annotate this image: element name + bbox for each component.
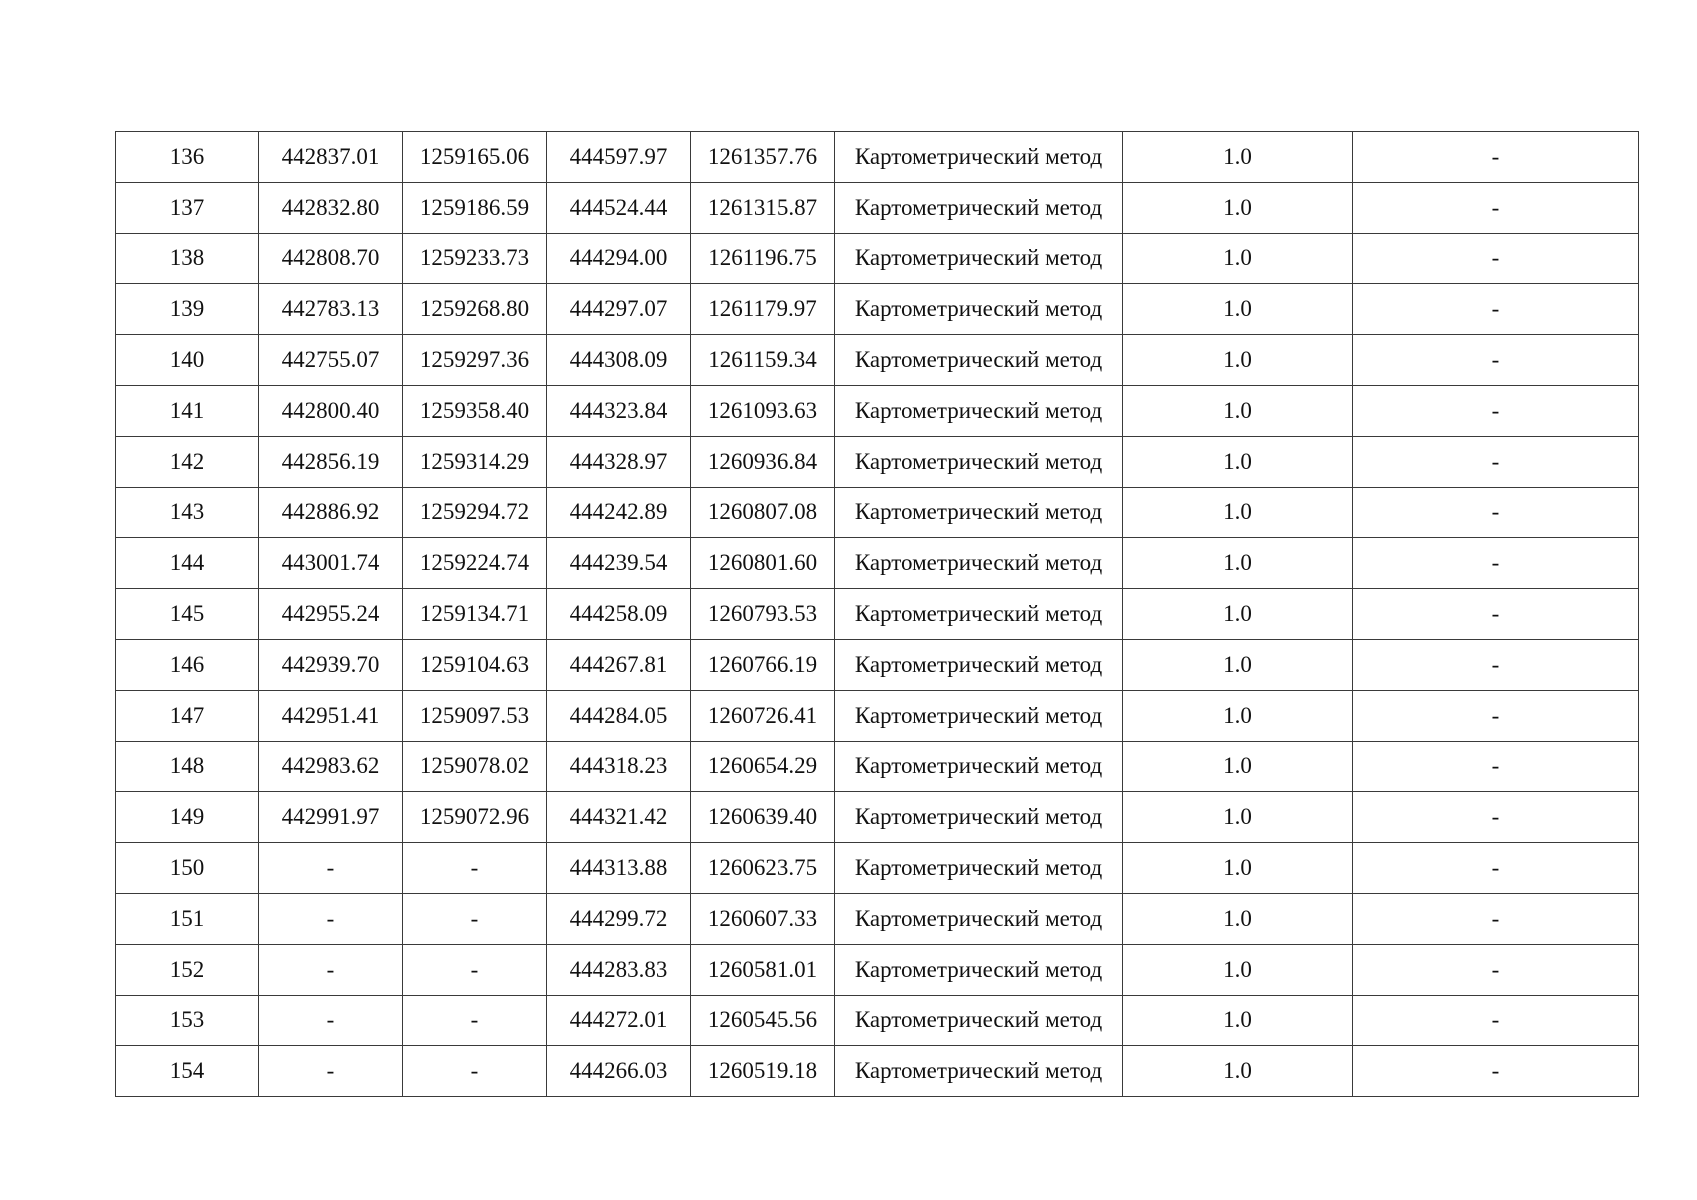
method-cell: Картометрический метод <box>835 944 1123 995</box>
accuracy-cell: 1.0 <box>1123 741 1353 792</box>
method-cell: Картометрический метод <box>835 538 1123 589</box>
new-y-cell: 1260766.19 <box>691 639 835 690</box>
old-x-cell: - <box>259 995 403 1046</box>
old-x-cell: 442983.62 <box>259 741 403 792</box>
note-cell: - <box>1353 1046 1639 1097</box>
point-number-cell: 154 <box>116 1046 259 1097</box>
old-y-cell: 1259078.02 <box>403 741 547 792</box>
table-row <box>116 538 1639 589</box>
new-y-cell: 1260654.29 <box>691 741 835 792</box>
old-x-cell: 442951.41 <box>259 690 403 741</box>
new-y-cell: 1260936.84 <box>691 436 835 487</box>
old-x-cell: - <box>259 893 403 944</box>
new-y-cell: 1260807.08 <box>691 487 835 538</box>
old-x-cell: 442783.13 <box>259 284 403 335</box>
accuracy-cell: 1.0 <box>1123 385 1353 436</box>
method-cell: Картометрический метод <box>835 995 1123 1046</box>
new-y-cell: 1260801.60 <box>691 538 835 589</box>
table-row <box>116 589 1639 640</box>
old-x-cell: 442939.70 <box>259 639 403 690</box>
old-y-cell: 1259104.63 <box>403 639 547 690</box>
new-x-cell: 444313.88 <box>547 843 691 894</box>
method-cell: Картометрический метод <box>835 690 1123 741</box>
new-y-cell: 1260623.75 <box>691 843 835 894</box>
point-number-cell: 152 <box>116 944 259 995</box>
old-y-cell: - <box>403 995 547 1046</box>
new-y-cell: 1260793.53 <box>691 589 835 640</box>
old-x-cell: - <box>259 843 403 894</box>
old-y-cell: 1259224.74 <box>403 538 547 589</box>
old-x-cell: 442800.40 <box>259 385 403 436</box>
table-row <box>116 132 1639 183</box>
note-cell: - <box>1353 385 1639 436</box>
old-x-cell: - <box>259 944 403 995</box>
point-number-cell: 139 <box>116 284 259 335</box>
old-y-cell: 1259314.29 <box>403 436 547 487</box>
note-cell: - <box>1353 995 1639 1046</box>
new-x-cell: 444242.89 <box>547 487 691 538</box>
old-x-cell: 443001.74 <box>259 538 403 589</box>
note-cell: - <box>1353 132 1639 183</box>
method-cell: Картометрический метод <box>835 182 1123 233</box>
accuracy-cell: 1.0 <box>1123 233 1353 284</box>
note-cell: - <box>1353 589 1639 640</box>
table-row <box>116 995 1639 1046</box>
method-cell: Картометрический метод <box>835 893 1123 944</box>
method-cell: Картометрический метод <box>835 487 1123 538</box>
method-cell: Картометрический метод <box>835 385 1123 436</box>
method-cell: Картометрический метод <box>835 284 1123 335</box>
accuracy-cell: 1.0 <box>1123 944 1353 995</box>
point-number-cell: 136 <box>116 132 259 183</box>
point-number-cell: 153 <box>116 995 259 1046</box>
new-x-cell: 444323.84 <box>547 385 691 436</box>
new-x-cell: 444284.05 <box>547 690 691 741</box>
note-cell: - <box>1353 690 1639 741</box>
table-row <box>116 436 1639 487</box>
new-y-cell: 1260581.01 <box>691 944 835 995</box>
new-x-cell: 444321.42 <box>547 792 691 843</box>
new-y-cell: 1261093.63 <box>691 385 835 436</box>
point-number-cell: 150 <box>116 843 259 894</box>
table-row <box>116 639 1639 690</box>
old-x-cell: - <box>259 1046 403 1097</box>
table-row <box>116 182 1639 233</box>
old-y-cell: 1259297.36 <box>403 335 547 386</box>
table-row <box>116 893 1639 944</box>
old-y-cell: - <box>403 843 547 894</box>
accuracy-cell: 1.0 <box>1123 284 1353 335</box>
accuracy-cell: 1.0 <box>1123 436 1353 487</box>
old-x-cell: 442837.01 <box>259 132 403 183</box>
new-x-cell: 444239.54 <box>547 538 691 589</box>
point-number-cell: 151 <box>116 893 259 944</box>
note-cell: - <box>1353 741 1639 792</box>
new-x-cell: 444283.83 <box>547 944 691 995</box>
new-x-cell: 444328.97 <box>547 436 691 487</box>
new-y-cell: 1260639.40 <box>691 792 835 843</box>
old-y-cell: - <box>403 893 547 944</box>
note-cell: - <box>1353 792 1639 843</box>
new-x-cell: 444318.23 <box>547 741 691 792</box>
table-row <box>116 1046 1639 1097</box>
note-cell: - <box>1353 944 1639 995</box>
accuracy-cell: 1.0 <box>1123 690 1353 741</box>
point-number-cell: 138 <box>116 233 259 284</box>
old-x-cell: 442808.70 <box>259 233 403 284</box>
method-cell: Картометрический метод <box>835 132 1123 183</box>
old-y-cell: 1259268.80 <box>403 284 547 335</box>
accuracy-cell: 1.0 <box>1123 589 1353 640</box>
new-x-cell: 444267.81 <box>547 639 691 690</box>
accuracy-cell: 1.0 <box>1123 995 1353 1046</box>
accuracy-cell: 1.0 <box>1123 1046 1353 1097</box>
method-cell: Картометрический метод <box>835 843 1123 894</box>
new-y-cell: 1260607.33 <box>691 893 835 944</box>
table-row <box>116 741 1639 792</box>
accuracy-cell: 1.0 <box>1123 893 1353 944</box>
point-number-cell: 145 <box>116 589 259 640</box>
accuracy-cell: 1.0 <box>1123 538 1353 589</box>
old-x-cell: 442991.97 <box>259 792 403 843</box>
accuracy-cell: 1.0 <box>1123 335 1353 386</box>
method-cell: Картометрический метод <box>835 1046 1123 1097</box>
old-x-cell: 442832.80 <box>259 182 403 233</box>
old-y-cell: 1259097.53 <box>403 690 547 741</box>
method-cell: Картометрический метод <box>835 335 1123 386</box>
old-y-cell: 1259233.73 <box>403 233 547 284</box>
new-y-cell: 1260726.41 <box>691 690 835 741</box>
table-row <box>116 335 1639 386</box>
point-number-cell: 148 <box>116 741 259 792</box>
point-number-cell: 140 <box>116 335 259 386</box>
old-x-cell: 442955.24 <box>259 589 403 640</box>
table-row <box>116 792 1639 843</box>
new-x-cell: 444524.44 <box>547 182 691 233</box>
table-row <box>116 385 1639 436</box>
old-y-cell: - <box>403 944 547 995</box>
note-cell: - <box>1353 639 1639 690</box>
new-x-cell: 444258.09 <box>547 589 691 640</box>
table-row <box>116 233 1639 284</box>
method-cell: Картометрический метод <box>835 741 1123 792</box>
note-cell: - <box>1353 284 1639 335</box>
accuracy-cell: 1.0 <box>1123 639 1353 690</box>
note-cell: - <box>1353 182 1639 233</box>
old-y-cell: 1259072.96 <box>403 792 547 843</box>
new-x-cell: 444272.01 <box>547 995 691 1046</box>
old-x-cell: 442755.07 <box>259 335 403 386</box>
note-cell: - <box>1353 487 1639 538</box>
method-cell: Картометрический метод <box>835 639 1123 690</box>
new-y-cell: 1260545.56 <box>691 995 835 1046</box>
note-cell: - <box>1353 436 1639 487</box>
note-cell: - <box>1353 843 1639 894</box>
accuracy-cell: 1.0 <box>1123 182 1353 233</box>
point-number-cell: 141 <box>116 385 259 436</box>
old-y-cell: 1259134.71 <box>403 589 547 640</box>
point-number-cell: 142 <box>116 436 259 487</box>
point-number-cell: 149 <box>116 792 259 843</box>
old-y-cell: 1259186.59 <box>403 182 547 233</box>
new-x-cell: 444597.97 <box>547 132 691 183</box>
old-y-cell: - <box>403 1046 547 1097</box>
note-cell: - <box>1353 538 1639 589</box>
accuracy-cell: 1.0 <box>1123 132 1353 183</box>
point-number-cell: 147 <box>116 690 259 741</box>
accuracy-cell: 1.0 <box>1123 792 1353 843</box>
new-y-cell: 1261179.97 <box>691 284 835 335</box>
new-y-cell: 1260519.18 <box>691 1046 835 1097</box>
new-y-cell: 1261196.75 <box>691 233 835 284</box>
method-cell: Картометрический метод <box>835 436 1123 487</box>
accuracy-cell: 1.0 <box>1123 487 1353 538</box>
method-cell: Картометрический метод <box>835 589 1123 640</box>
table-row <box>116 487 1639 538</box>
point-number-cell: 146 <box>116 639 259 690</box>
old-y-cell: 1259294.72 <box>403 487 547 538</box>
accuracy-cell: 1.0 <box>1123 843 1353 894</box>
new-x-cell: 444299.72 <box>547 893 691 944</box>
method-cell: Картометрический метод <box>835 792 1123 843</box>
new-y-cell: 1261159.34 <box>691 335 835 386</box>
new-x-cell: 444294.00 <box>547 233 691 284</box>
coordinates-table <box>115 131 1639 1097</box>
old-x-cell: 442856.19 <box>259 436 403 487</box>
point-number-cell: 137 <box>116 182 259 233</box>
point-number-cell: 143 <box>116 487 259 538</box>
old-y-cell: 1259165.06 <box>403 132 547 183</box>
table-row <box>116 690 1639 741</box>
note-cell: - <box>1353 893 1639 944</box>
method-cell: Картометрический метод <box>835 233 1123 284</box>
note-cell: - <box>1353 335 1639 386</box>
new-x-cell: 444266.03 <box>547 1046 691 1097</box>
coordinates-table-body <box>116 132 1639 1097</box>
new-y-cell: 1261357.76 <box>691 132 835 183</box>
table-row <box>116 284 1639 335</box>
new-x-cell: 444297.07 <box>547 284 691 335</box>
note-cell: - <box>1353 233 1639 284</box>
new-x-cell: 444308.09 <box>547 335 691 386</box>
table-row <box>116 843 1639 894</box>
table-row <box>116 944 1639 995</box>
point-number-cell: 144 <box>116 538 259 589</box>
new-y-cell: 1261315.87 <box>691 182 835 233</box>
old-y-cell: 1259358.40 <box>403 385 547 436</box>
old-x-cell: 442886.92 <box>259 487 403 538</box>
